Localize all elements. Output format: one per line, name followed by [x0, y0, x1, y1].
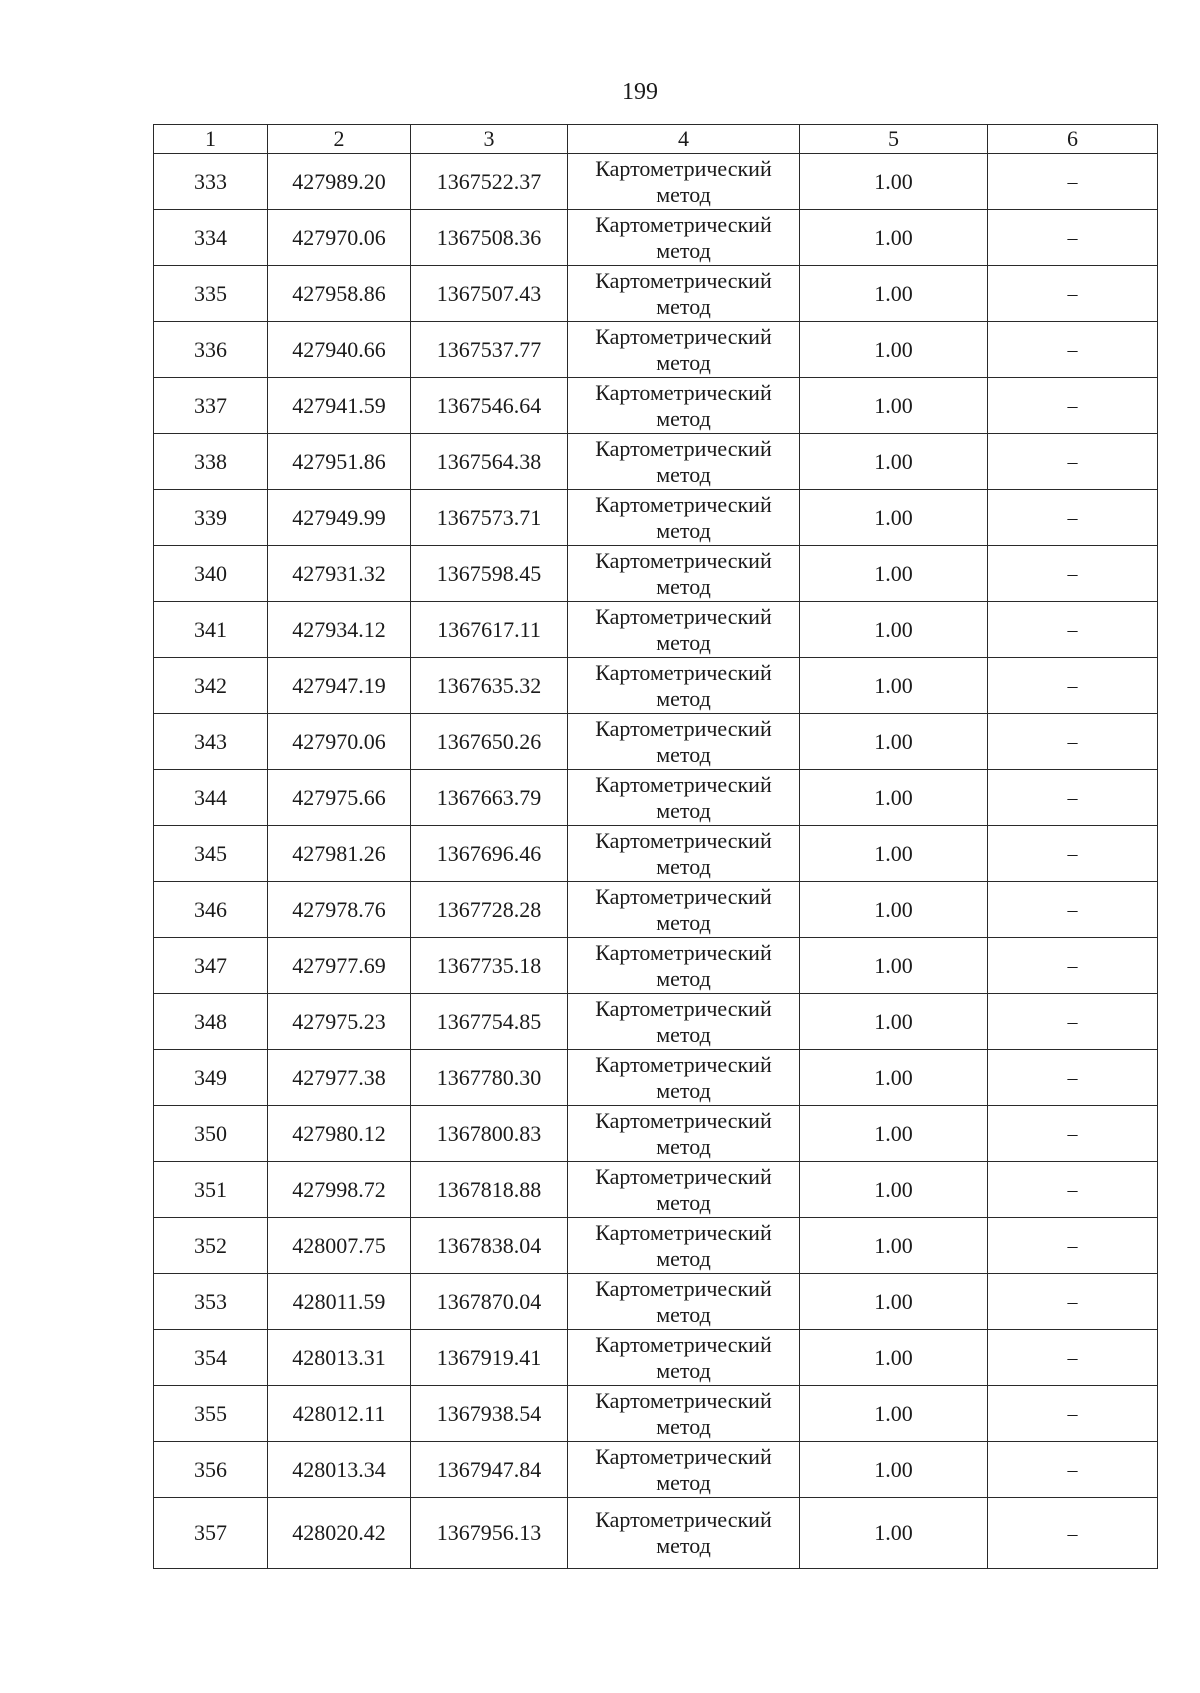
note-dash: – [1067, 843, 1078, 865]
method-cell [568, 546, 800, 602]
x-coordinate-cell: 428013.31 [268, 1330, 411, 1386]
accuracy-cell: 1.00 [800, 1274, 988, 1330]
x-coordinate-cell: 427975.23 [268, 994, 411, 1050]
method-text-line-1: Картометрический [595, 1387, 772, 1413]
accuracy-cell: 1.00 [800, 210, 988, 266]
note-cell [988, 882, 1158, 938]
method-cell [568, 602, 800, 658]
method-text-line-2: метод [656, 237, 711, 263]
method-text-line-1: Картометрический [595, 435, 772, 461]
method-text-line-2: метод [656, 181, 711, 207]
note-cell [988, 266, 1158, 322]
y-coordinate-cell: 1367780.30 [411, 1050, 568, 1106]
method-cell [568, 938, 800, 994]
y-coordinate-cell: 1367919.41 [411, 1330, 568, 1386]
point-number-cell: 353 [154, 1274, 268, 1330]
note-cell [988, 1218, 1158, 1274]
note-dash: – [1067, 395, 1078, 417]
point-number-cell: 348 [154, 994, 268, 1050]
method-cell [568, 1162, 800, 1218]
x-coordinate-cell: 428011.59 [268, 1274, 411, 1330]
method-cell [568, 658, 800, 714]
method-cell [568, 1218, 800, 1274]
note-dash: – [1067, 339, 1078, 361]
point-number-cell: 357 [154, 1498, 268, 1569]
method-cell [568, 770, 800, 826]
accuracy-cell: 1.00 [800, 1498, 988, 1569]
note-cell [988, 714, 1158, 770]
table-row [154, 1274, 1158, 1330]
x-coordinate-cell: 427951.86 [268, 434, 411, 490]
method-text-line-2: метод [656, 517, 711, 543]
note-cell [988, 602, 1158, 658]
y-coordinate-cell: 1367735.18 [411, 938, 568, 994]
header-cell-3: 3 [411, 125, 568, 154]
note-dash: – [1067, 787, 1078, 809]
note-cell [988, 378, 1158, 434]
table-row [154, 1218, 1158, 1274]
note-dash: – [1067, 451, 1078, 473]
accuracy-cell: 1.00 [800, 1386, 988, 1442]
y-coordinate-cell: 1367522.37 [411, 154, 568, 210]
point-number-cell: 342 [154, 658, 268, 714]
x-coordinate-cell: 427970.06 [268, 210, 411, 266]
method-text-line-1: Картометрический [595, 995, 772, 1021]
accuracy-cell: 1.00 [800, 602, 988, 658]
table-row [154, 714, 1158, 770]
accuracy-cell: 1.00 [800, 1218, 988, 1274]
note-dash: – [1067, 283, 1078, 305]
method-text-line-2: метод [656, 293, 711, 319]
note-dash: – [1067, 1235, 1078, 1257]
x-coordinate-cell: 428020.42 [268, 1498, 411, 1569]
x-coordinate-cell: 427998.72 [268, 1162, 411, 1218]
y-coordinate-cell: 1367956.13 [411, 1498, 568, 1569]
method-text-line-2: метод [656, 461, 711, 487]
method-text-line-2: метод [656, 1533, 711, 1558]
method-text-line-1: Картометрический [595, 155, 772, 181]
method-text-line-2: метод [656, 797, 711, 823]
method-text-line-1: Картометрический [595, 1507, 772, 1532]
header-cell-4: 4 [568, 125, 800, 154]
x-coordinate-cell: 428012.11 [268, 1386, 411, 1442]
note-cell [988, 1386, 1158, 1442]
table-row [154, 1498, 1158, 1569]
method-text-line-1: Картометрический [595, 771, 772, 797]
method-text-line-1: Картометрический [595, 1331, 772, 1357]
method-text-line-1: Картометрический [595, 491, 772, 517]
x-coordinate-cell: 428013.34 [268, 1442, 411, 1498]
note-dash: – [1067, 1067, 1078, 1089]
y-coordinate-cell: 1367800.83 [411, 1106, 568, 1162]
method-cell [568, 994, 800, 1050]
point-number-cell: 338 [154, 434, 268, 490]
accuracy-cell: 1.00 [800, 434, 988, 490]
method-text-line-1: Картометрический [595, 1443, 772, 1469]
point-number-cell: 347 [154, 938, 268, 994]
method-text-line-2: метод [656, 1077, 711, 1103]
table-row [154, 1386, 1158, 1442]
note-dash: – [1067, 1179, 1078, 1201]
method-cell [568, 1330, 800, 1386]
accuracy-cell: 1.00 [800, 658, 988, 714]
table-row [154, 938, 1158, 994]
note-cell [988, 490, 1158, 546]
y-coordinate-cell: 1367537.77 [411, 322, 568, 378]
method-text-line-1: Картометрический [595, 267, 772, 293]
method-text-line-1: Картометрический [595, 827, 772, 853]
accuracy-cell: 1.00 [800, 826, 988, 882]
y-coordinate-cell: 1367507.43 [411, 266, 568, 322]
note-cell [988, 1106, 1158, 1162]
point-number-cell: 350 [154, 1106, 268, 1162]
method-text-line-1: Картометрический [595, 659, 772, 685]
method-text-line-1: Картометрический [595, 1051, 772, 1077]
method-text-line-2: метод [656, 685, 711, 711]
point-number-cell: 355 [154, 1386, 268, 1442]
accuracy-cell: 1.00 [800, 1442, 988, 1498]
table-row [154, 1442, 1158, 1498]
table-row [154, 154, 1158, 210]
note-cell [988, 210, 1158, 266]
point-number-cell: 356 [154, 1442, 268, 1498]
method-text-line-1: Картометрический [595, 883, 772, 909]
y-coordinate-cell: 1367564.38 [411, 434, 568, 490]
method-cell [568, 1274, 800, 1330]
method-cell [568, 1498, 800, 1569]
table-body [154, 125, 1158, 1569]
accuracy-cell: 1.00 [800, 714, 988, 770]
note-dash: – [1067, 227, 1078, 249]
x-coordinate-cell: 427977.38 [268, 1050, 411, 1106]
table-row [154, 658, 1158, 714]
accuracy-cell: 1.00 [800, 1050, 988, 1106]
table-row [154, 882, 1158, 938]
note-cell [988, 770, 1158, 826]
header-cell-5: 5 [800, 125, 988, 154]
point-number-cell: 340 [154, 546, 268, 602]
x-coordinate-cell: 428007.75 [268, 1218, 411, 1274]
method-text-line-2: метод [656, 349, 711, 375]
table-row [154, 602, 1158, 658]
point-number-cell: 337 [154, 378, 268, 434]
accuracy-cell: 1.00 [800, 490, 988, 546]
note-cell [988, 994, 1158, 1050]
method-text-line-1: Картометрический [595, 211, 772, 237]
method-text-line-2: метод [656, 853, 711, 879]
method-text-line-2: метод [656, 1245, 711, 1271]
table-row [154, 322, 1158, 378]
header-cell-6: 6 [988, 125, 1158, 154]
method-text-line-2: метод [656, 573, 711, 599]
table-header-row [154, 125, 1158, 154]
x-coordinate-cell: 427940.66 [268, 322, 411, 378]
method-text-line-1: Картометрический [595, 603, 772, 629]
method-cell [568, 434, 800, 490]
note-cell [988, 1498, 1158, 1569]
note-cell [988, 434, 1158, 490]
note-cell [988, 826, 1158, 882]
table-row [154, 1162, 1158, 1218]
method-cell [568, 1386, 800, 1442]
accuracy-cell: 1.00 [800, 546, 988, 602]
note-cell [988, 322, 1158, 378]
y-coordinate-cell: 1367938.54 [411, 1386, 568, 1442]
x-coordinate-cell: 427931.32 [268, 546, 411, 602]
x-coordinate-cell: 427980.12 [268, 1106, 411, 1162]
accuracy-cell: 1.00 [800, 938, 988, 994]
method-cell [568, 378, 800, 434]
point-number-cell: 335 [154, 266, 268, 322]
note-dash: – [1067, 1347, 1078, 1369]
point-number-cell: 334 [154, 210, 268, 266]
point-number-cell: 336 [154, 322, 268, 378]
point-number-cell: 351 [154, 1162, 268, 1218]
accuracy-cell: 1.00 [800, 770, 988, 826]
method-text-line-2: метод [656, 1357, 711, 1383]
method-text-line-2: метод [656, 1301, 711, 1327]
method-text-line-2: метод [656, 405, 711, 431]
method-cell [568, 714, 800, 770]
table-row [154, 434, 1158, 490]
point-number-cell: 333 [154, 154, 268, 210]
method-cell [568, 1106, 800, 1162]
point-number-cell: 352 [154, 1218, 268, 1274]
method-text-line-1: Картометрический [595, 1163, 772, 1189]
method-text-line-1: Картометрический [595, 1219, 772, 1245]
y-coordinate-cell: 1367728.28 [411, 882, 568, 938]
method-text-line-2: метод [656, 741, 711, 767]
table-row [154, 378, 1158, 434]
method-cell [568, 882, 800, 938]
x-coordinate-cell: 427958.86 [268, 266, 411, 322]
method-cell [568, 322, 800, 378]
note-cell [988, 546, 1158, 602]
point-number-cell: 349 [154, 1050, 268, 1106]
note-dash: – [1067, 171, 1078, 193]
note-dash: – [1067, 731, 1078, 753]
method-text-line-2: метод [656, 629, 711, 655]
method-cell [568, 1442, 800, 1498]
method-text-line-1: Картометрический [595, 547, 772, 573]
point-number-cell: 339 [154, 490, 268, 546]
coordinates-table [153, 124, 1158, 1569]
x-coordinate-cell: 427947.19 [268, 658, 411, 714]
page-number: 199 [622, 79, 658, 105]
table-row [154, 210, 1158, 266]
table-row [154, 546, 1158, 602]
method-text-line-2: метод [656, 1021, 711, 1047]
method-text-line-1: Картометрический [595, 379, 772, 405]
note-cell [988, 658, 1158, 714]
y-coordinate-cell: 1367754.85 [411, 994, 568, 1050]
note-cell [988, 938, 1158, 994]
note-cell [988, 154, 1158, 210]
table-row [154, 826, 1158, 882]
x-coordinate-cell: 427977.69 [268, 938, 411, 994]
y-coordinate-cell: 1367663.79 [411, 770, 568, 826]
accuracy-cell: 1.00 [800, 1330, 988, 1386]
method-text-line-1: Картометрический [595, 939, 772, 965]
point-number-cell: 344 [154, 770, 268, 826]
method-cell [568, 1050, 800, 1106]
note-cell [988, 1330, 1158, 1386]
note-dash: – [1067, 619, 1078, 641]
header-cell-2: 2 [268, 125, 411, 154]
y-coordinate-cell: 1367650.26 [411, 714, 568, 770]
accuracy-cell: 1.00 [800, 322, 988, 378]
method-text-line-1: Картометрический [595, 715, 772, 741]
x-coordinate-cell: 427941.59 [268, 378, 411, 434]
method-cell [568, 826, 800, 882]
header-cell-1: 1 [154, 125, 268, 154]
point-number-cell: 345 [154, 826, 268, 882]
method-cell [568, 154, 800, 210]
x-coordinate-cell: 427970.06 [268, 714, 411, 770]
y-coordinate-cell: 1367508.36 [411, 210, 568, 266]
y-coordinate-cell: 1367947.84 [411, 1442, 568, 1498]
method-cell [568, 210, 800, 266]
y-coordinate-cell: 1367617.11 [411, 602, 568, 658]
point-number-cell: 343 [154, 714, 268, 770]
accuracy-cell: 1.00 [800, 1162, 988, 1218]
method-text-line-2: метод [656, 909, 711, 935]
note-dash: – [1067, 563, 1078, 585]
method-cell [568, 266, 800, 322]
accuracy-cell: 1.00 [800, 994, 988, 1050]
method-text-line-2: метод [656, 1133, 711, 1159]
table-row [154, 1330, 1158, 1386]
table-row [154, 1050, 1158, 1106]
method-text-line-2: метод [656, 1413, 711, 1439]
method-text-line-1: Картометрический [595, 323, 772, 349]
note-dash: – [1067, 1123, 1078, 1145]
table-row [154, 994, 1158, 1050]
method-text-line-2: метод [656, 1189, 711, 1215]
table-row [154, 1106, 1158, 1162]
y-coordinate-cell: 1367635.32 [411, 658, 568, 714]
note-cell [988, 1442, 1158, 1498]
y-coordinate-cell: 1367838.04 [411, 1218, 568, 1274]
method-text-line-2: метод [656, 965, 711, 991]
point-number-cell: 341 [154, 602, 268, 658]
note-cell [988, 1274, 1158, 1330]
method-text-line-1: Картометрический [595, 1275, 772, 1301]
note-cell [988, 1162, 1158, 1218]
table-row [154, 770, 1158, 826]
note-dash: – [1067, 899, 1078, 921]
note-cell [988, 1050, 1158, 1106]
method-text-line-1: Картометрический [595, 1107, 772, 1133]
coordinates-table-container [153, 124, 1157, 1569]
point-number-cell: 354 [154, 1330, 268, 1386]
method-text-line-2: метод [656, 1469, 711, 1495]
accuracy-cell: 1.00 [800, 378, 988, 434]
note-dash: – [1067, 1403, 1078, 1425]
note-dash: – [1067, 955, 1078, 977]
y-coordinate-cell: 1367598.45 [411, 546, 568, 602]
accuracy-cell: 1.00 [800, 154, 988, 210]
point-number-cell: 346 [154, 882, 268, 938]
note-dash: – [1067, 1522, 1078, 1545]
method-cell [568, 490, 800, 546]
y-coordinate-cell: 1367546.64 [411, 378, 568, 434]
table-row [154, 490, 1158, 546]
x-coordinate-cell: 427978.76 [268, 882, 411, 938]
accuracy-cell: 1.00 [800, 882, 988, 938]
accuracy-cell: 1.00 [800, 1106, 988, 1162]
x-coordinate-cell: 427975.66 [268, 770, 411, 826]
note-dash: – [1067, 1291, 1078, 1313]
note-dash: – [1067, 675, 1078, 697]
x-coordinate-cell: 427989.20 [268, 154, 411, 210]
note-dash: – [1067, 1011, 1078, 1033]
y-coordinate-cell: 1367818.88 [411, 1162, 568, 1218]
y-coordinate-cell: 1367696.46 [411, 826, 568, 882]
accuracy-cell: 1.00 [800, 266, 988, 322]
note-dash: – [1067, 507, 1078, 529]
x-coordinate-cell: 427949.99 [268, 490, 411, 546]
x-coordinate-cell: 427934.12 [268, 602, 411, 658]
table-row [154, 266, 1158, 322]
note-dash: – [1067, 1459, 1078, 1481]
y-coordinate-cell: 1367573.71 [411, 490, 568, 546]
x-coordinate-cell: 427981.26 [268, 826, 411, 882]
y-coordinate-cell: 1367870.04 [411, 1274, 568, 1330]
